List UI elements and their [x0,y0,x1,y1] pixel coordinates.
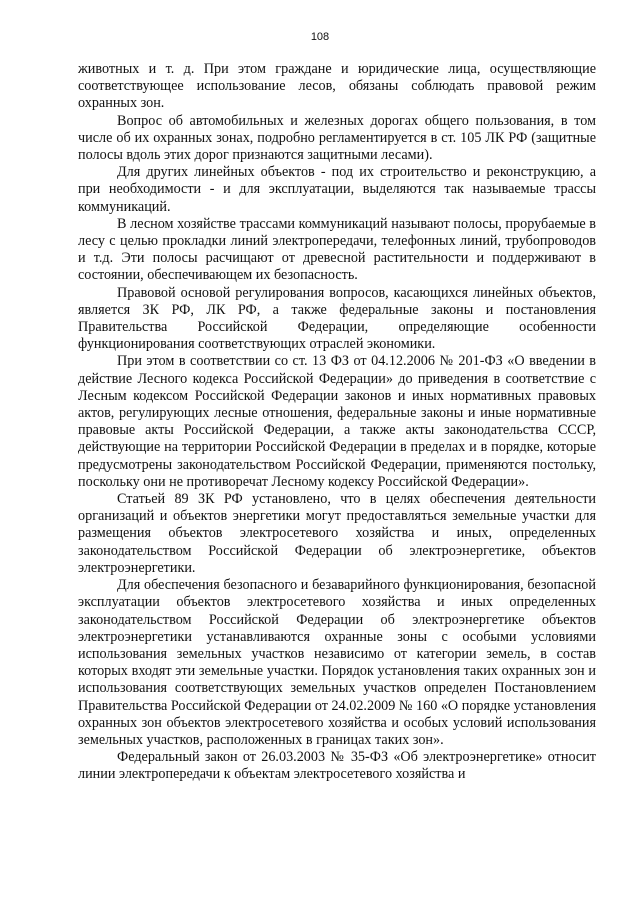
paragraph: Для обеспечения безопасного и безаварийного функционирования, безопасной эксплуатации объектов электросетевого хозяйства и иных определенных законодательством Российской Федерации об электроэнергетике объектов электроэнергетики устанавливаются охранные зоны с особыми условиями использования земельных участков независимо от категории земель, в состав которых входят эти земельные участки. Порядок установления таких охранных зон и использования соответствующих земельных участков определен Постановлением Правительства Российской Федерации от 24.02.2009 № 160 «О порядке установления охранных зон объектов электросетевого хозяйства и особых условий использования земельных участков, расположенных в границах таких зон». [78,577,596,748]
paragraph: В лесном хозяйстве трассами коммуникаций называют полосы, прорубаемые в лесу с целью прокладки линий электропередачи, телефонных линий, трубопроводов и т.д. Эти полосы расчищают от древесной растительности и поддерживают в состоянии, обеспечивающем их безопасность. [78,215,596,284]
paragraph: животных и т. д. При этом граждане и юридические лица, осуществляющие соответствующее использование лесов, обязаны соблюдать правовой режим охранных зон. [78,61,596,112]
body-text [78,61,596,784]
paragraph: Для других линейных объектов - под их строительство и реконструкцию, а при необходимости - и для эксплуатации, выделяются так называемые трассы коммуникаций. [78,164,596,215]
paragraph: Вопрос об автомобильных и железных дорогах общего пользования, в том числе об их охранных зонах, подробно регламентируется в ст. 105 ЛК РФ (защитные полосы вдоль этих дорог признаются защитными лесами). [78,112,596,164]
page-number: 108 [310,31,330,43]
paragraph: Федеральный закон от 26.03.2003 № 35-ФЗ «Об электроэнергетике» относит линии электропередачи к объектам электросетевого хозяйства и [78,749,596,783]
paragraph: При этом в соответствии со ст. 13 ФЗ от 04.12.2006 № 201-ФЗ «О введении в действие Лесного кодекса Российской Федерации» до приведения в соответствие с Лесным кодексом Российской Федерации законов и иных нормативных правовых актов, регулирующих лесные отношения, федеральные законы и иные нормативные правовые акты Российской Федерации, а также акты законодательства СССР, действующие на территории Российской Федерации в пределах и в порядке, которые предусмотрены законодательством Российской Федерации, применяются постольку, поскольку они не противоречат Лесному кодексу Российской Федерации». [78,353,596,490]
paragraph: Правовой основой регулирования вопросов, касающихся линейных объектов, является ЗК РФ, ЛК РФ, а также федеральные законы и постановления Правительства Российской Федерации, определяющие особенности функционирования соответствующих отраслей экономики. [78,284,596,353]
paragraph: Статьей 89 ЗК РФ установлено, что в целях обеспечения деятельности организаций и объектов энергетики могут предоставляться земельные участки для размещения объектов электросетевого хозяйства и иных, определенных законодательством Российской Федерации об электроэнергетике, объектов электроэнергетики. [78,491,596,576]
